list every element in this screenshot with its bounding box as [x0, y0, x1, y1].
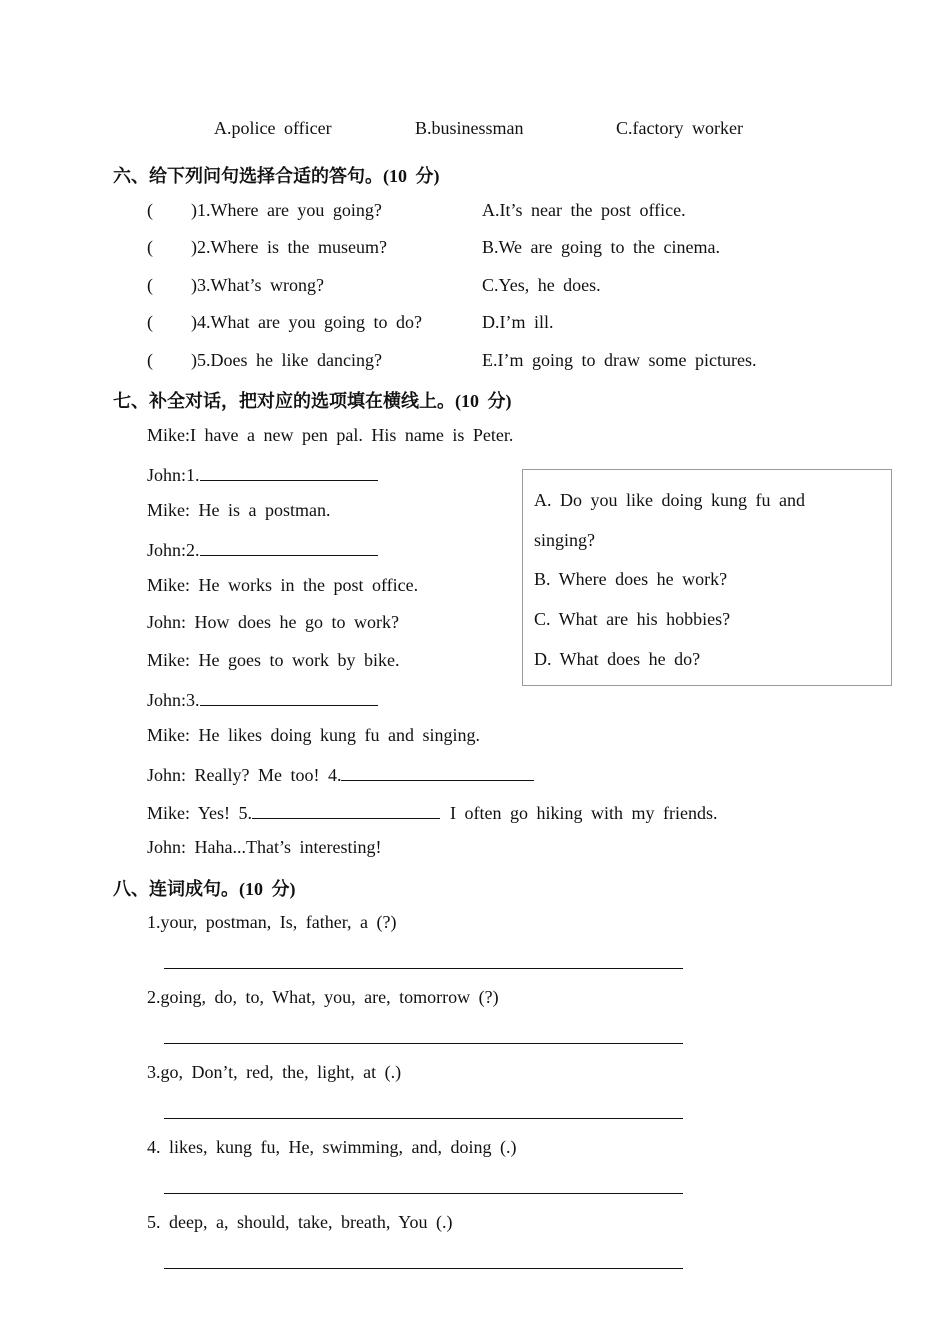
answer-blank-4[interactable]: [341, 762, 534, 781]
dialogue-line: John:2.: [147, 537, 378, 561]
answer-blank-2[interactable]: [200, 537, 378, 556]
scrambled-sentence: 2.going, do, to, What, you, are, tomorrow (?): [147, 987, 499, 1007]
dialogue-option-c: C. What are his hobbies?: [534, 609, 731, 629]
option-factory-worker: C.factory worker: [616, 118, 743, 138]
sentence-answer-line[interactable]: [164, 1043, 683, 1044]
sentence-answer-line[interactable]: [164, 1268, 683, 1269]
answer-blank-5[interactable]: [252, 800, 440, 819]
matching-answer-e: E.I’m going to draw some pictures.: [482, 350, 757, 370]
sentence-answer-line[interactable]: [164, 1193, 683, 1194]
dialogue-option-a-cont: singing?: [534, 530, 595, 550]
answer-paren[interactable]: (: [147, 237, 153, 257]
matching-question: [147, 200, 382, 221]
answer-blank-1[interactable]: [200, 462, 378, 481]
dialogue-line: John: Haha...That’s interesting!: [147, 837, 382, 857]
answer-paren[interactable]: (: [147, 200, 153, 220]
answer-blank-3[interactable]: [200, 687, 378, 706]
dialogue-option-a: A. Do you like doing kung fu and: [534, 490, 805, 510]
answer-paren[interactable]: (: [147, 275, 153, 295]
question-text: )1.Where are you going?: [191, 200, 382, 220]
matching-answer-b: B.We are going to the cinema.: [482, 237, 720, 257]
question-text: )5.Does he like dancing?: [191, 350, 382, 370]
matching-answer-c: C.Yes, he does.: [482, 275, 601, 295]
matching-question: [147, 312, 422, 333]
dialogue-line: Mike:I have a new pen pal. His name is Peter.: [147, 425, 514, 445]
section8-heading: 八、连词成句。(10 分): [113, 879, 296, 899]
answer-paren[interactable]: (: [147, 312, 153, 332]
dialogue-line: John: How does he go to work?: [147, 612, 399, 632]
scrambled-sentence: 3.go, Don’t, red, the, light, at (.): [147, 1062, 402, 1082]
dialogue-line: Mike: He is a postman.: [147, 500, 331, 520]
sentence-answer-line[interactable]: [164, 968, 683, 969]
dialogue-line: Mike: He goes to work by bike.: [147, 650, 400, 670]
dialogue-line: John:1.: [147, 462, 378, 486]
matching-question: [147, 237, 387, 258]
dialogue-line: John:3.: [147, 687, 378, 711]
question-text: )4.What are you going to do?: [191, 312, 422, 332]
dialogue-line: Mike: He works in the post office.: [147, 575, 419, 595]
scrambled-sentence: 5. deep, a, should, take, breath, You (.): [147, 1212, 453, 1232]
matching-answer-a: A.It’s near the post office.: [482, 200, 686, 220]
matching-answer-d: D.I’m ill.: [482, 312, 554, 332]
answer-paren[interactable]: (: [147, 350, 153, 370]
matching-question: [147, 275, 324, 296]
question-text: )3.What’s wrong?: [191, 275, 324, 295]
sentence-answer-line[interactable]: [164, 1118, 683, 1119]
dialogue-line: John: Really? Me too! 4.: [147, 762, 534, 786]
section7-heading: 七、补全对话，把对应的选项填在横线上。(10 分): [113, 391, 512, 411]
scrambled-sentence: 1.your, postman, Is, father, a (?): [147, 912, 397, 932]
matching-question: [147, 350, 382, 371]
section6-heading: 六、给下列问句选择合适的答句。(10 分): [113, 166, 440, 186]
dialogue-option-d: D. What does he do?: [534, 649, 701, 669]
option-businessman: B.businessman: [415, 118, 524, 138]
scrambled-sentence: 4. likes, kung fu, He, swimming, and, doing (.): [147, 1137, 517, 1157]
option-police-officer: A.police officer: [214, 118, 332, 138]
dialogue-line: Mike: Yes! 5. I often go hiking with my friends.: [147, 800, 717, 824]
dialogue-line: Mike: He likes doing kung fu and singing.: [147, 725, 480, 745]
question-text: )2.Where is the museum?: [191, 237, 387, 257]
dialogue-option-b: B. Where does he work?: [534, 569, 728, 589]
